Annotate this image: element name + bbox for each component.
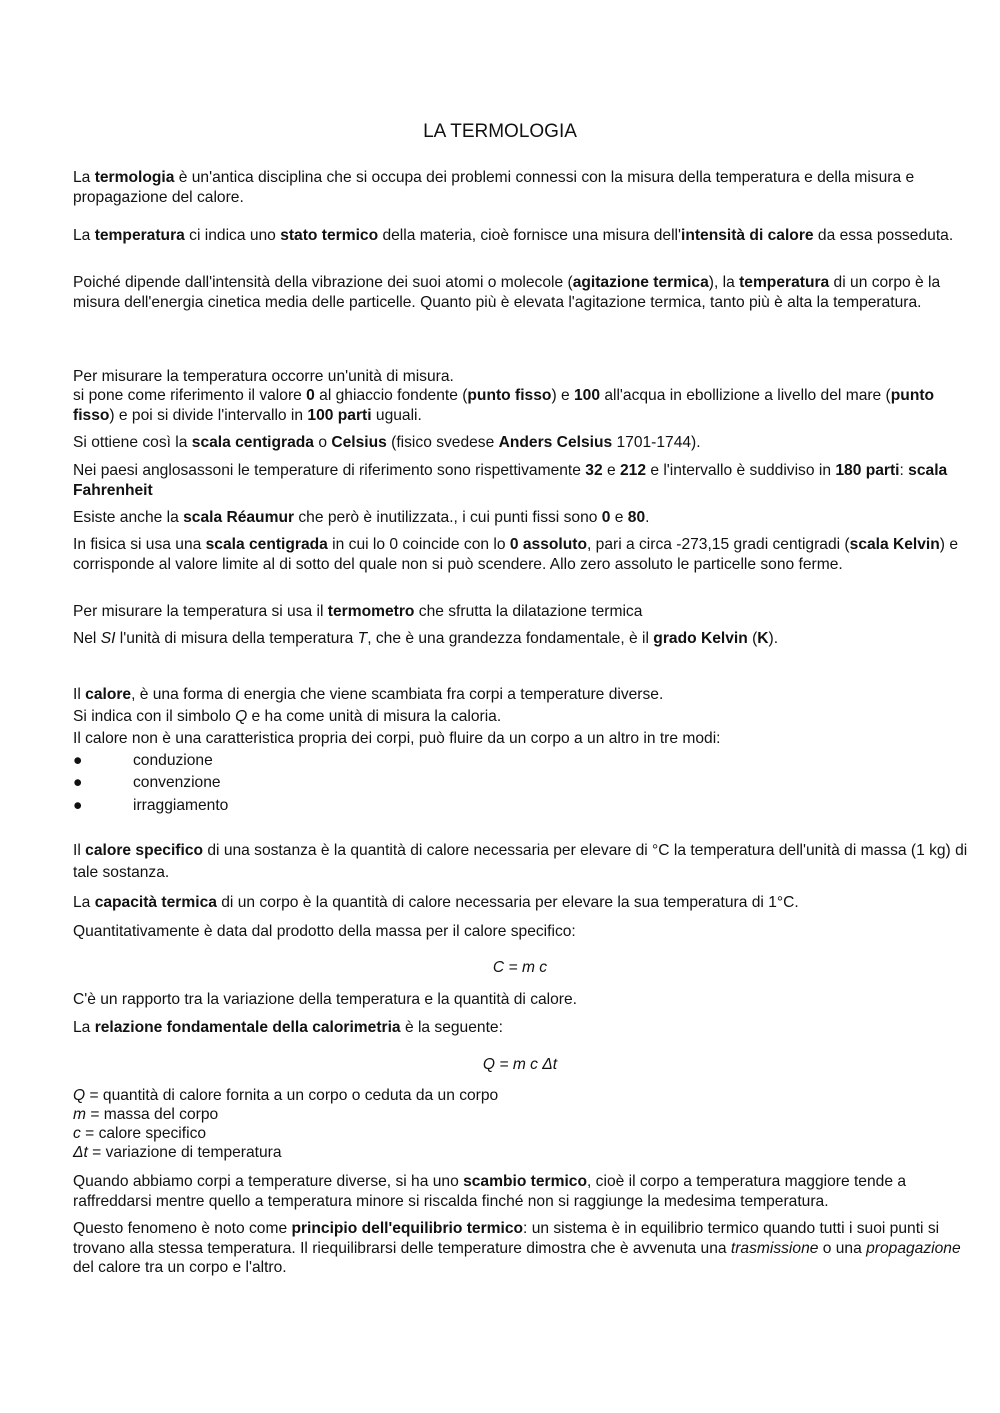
text-run: ( — [747, 630, 758, 647]
paragraph-unita-misura — [73, 367, 968, 387]
paragraph-rapporto — [73, 990, 968, 1010]
text-run: La — [73, 169, 95, 186]
italic-term: Q — [73, 1087, 86, 1104]
bold-term: relazione fondamentale della calorimetria — [94, 1019, 401, 1036]
bold-term: termologia — [94, 169, 175, 186]
text-run: Nel — [73, 630, 101, 647]
formula-calorimetry: Q = m c Δt — [482, 1056, 558, 1073]
text-run: = quantità di calore fornita a un corpo o ceduta da un corpo — [85, 1087, 499, 1104]
text-run: Esiste anche la — [73, 509, 184, 526]
list-item-label: irraggiamento — [133, 797, 229, 814]
bullet-icon: ● — [73, 752, 83, 769]
page-title: LA TERMOLOGIA — [423, 121, 577, 142]
paragraph-simbolo-q — [73, 707, 968, 727]
text-run: della materia, cioè fornisce una misura dell' — [378, 227, 681, 244]
text-run: di un corpo è la quantità di calore necessaria per elevare la sua temperatura di 1°C. — [216, 894, 799, 911]
text-run: e — [610, 509, 628, 526]
text-run: da essa posseduta. — [813, 227, 954, 244]
text-run: che però è inutilizzata., i cui punti fissi sono — [294, 509, 602, 526]
text-run: del calore tra un corpo e l'altro. — [73, 1259, 287, 1276]
bold-term: scala centigrada — [191, 434, 314, 451]
text-run: : — [899, 462, 909, 479]
paragraph-temperatura — [73, 226, 968, 246]
bold-term: 0 — [601, 509, 611, 526]
bold-term: 212 — [619, 462, 646, 479]
bold-term: calore — [85, 686, 132, 703]
text-run: Poiché dipende dall'intensità della vibrazione dei suoi atomi o molecole ( — [73, 274, 573, 291]
text-run: è la seguente: — [400, 1019, 503, 1036]
bold-term: intensità di calore — [680, 227, 814, 244]
text-run: ) e poi si divide l'intervallo in — [109, 406, 308, 424]
text-run: Per misurare la temperatura si usa il — [73, 603, 328, 620]
text-run: Il — [73, 842, 86, 859]
bold-term: calore specifico — [85, 842, 204, 859]
italic-term: propagazione — [866, 1239, 961, 1257]
text-run: e ha come unità di misura la caloria. — [247, 708, 502, 725]
text-run: Il — [73, 686, 86, 703]
text-run: = massa del corpo — [86, 1106, 219, 1123]
paragraph-kelvin — [73, 535, 968, 574]
formula-capacity: C = m c — [492, 959, 548, 976]
bold-term: scala centigrada — [205, 536, 328, 553]
text-run: La — [73, 894, 95, 911]
text-run: uguali. — [371, 406, 422, 424]
text-run: ) e corrisponde al valore limite al di sotto del quale non si può scendere. Allo zero assoluto le particelle sono ferme. — [73, 536, 958, 573]
bold-term: scala Kelvin — [849, 536, 940, 553]
list-item — [73, 773, 221, 793]
text-run: o — [313, 434, 332, 451]
bold-term: scala Fahrenheit — [73, 462, 948, 499]
italic-term: c — [73, 1125, 81, 1142]
bold-term: temperatura — [739, 274, 830, 291]
definition-delta-t — [73, 1143, 968, 1163]
bullet-icon: ● — [73, 774, 83, 791]
paragraph-quantitativamente — [73, 922, 968, 942]
paragraph-calore-specifico — [73, 840, 968, 884]
text-run: In fisica si usa una — [73, 536, 206, 553]
paragraph-scambio-termico — [73, 1172, 968, 1211]
italic-term: trasmissione — [730, 1239, 819, 1257]
bold-term: agitazione termica — [572, 274, 709, 291]
bold-term: 180 parti — [835, 462, 900, 479]
paragraph-relazione — [73, 1018, 968, 1038]
paragraph-agitazione — [73, 273, 968, 312]
bold-term: K — [757, 630, 769, 647]
bold-term: Celsius — [331, 434, 387, 451]
text-run: si pone come riferimento il valore — [73, 387, 307, 404]
italic-term: Δt — [73, 1144, 88, 1161]
bold-term: capacità termica — [94, 894, 217, 911]
definition-m — [73, 1105, 968, 1125]
text-run: ) e — [551, 387, 574, 404]
text-run: ), la — [708, 274, 740, 291]
italic-term: T — [357, 630, 368, 647]
text-run: e l'intervallo è suddiviso in — [646, 462, 836, 479]
text-run: in cui lo 0 coincide con lo — [327, 536, 510, 553]
text-run: Quantitativamente è data dal prodotto della massa per il calore specifico: — [73, 923, 576, 940]
text-run: è un'antica disciplina che si occupa dei problemi connessi con la misura della temperatura e della misura e propagazione del calore. — [73, 169, 915, 206]
paragraph-si-unit — [73, 629, 968, 649]
bold-term: 0 assoluto — [509, 536, 587, 553]
paragraph-equilibrio-termico — [73, 1219, 968, 1278]
bold-term: 100 — [573, 387, 600, 404]
bold-term: punto fisso — [73, 387, 935, 424]
text-run: (fisico svedese — [386, 434, 499, 451]
text-run: , è una forma di energia che viene scambiata fra corpi a temperature diverse. — [131, 686, 664, 703]
text-run: Per misurare la temperatura occorre un'unità di misura. — [73, 368, 454, 385]
paragraph-capacita-termica — [73, 893, 968, 913]
text-run: 1701-1744). — [612, 434, 701, 451]
text-run: di un corpo è la misura dell'energia cinetica media delle particelle. Quanto più è elevata l'agitazione termica, tanto più è alta la temperatura. — [73, 274, 941, 311]
list-item-label: convenzione — [133, 774, 221, 791]
paragraph-fahrenheit — [73, 461, 968, 500]
text-run: . — [645, 509, 650, 526]
paragraph-calore — [73, 685, 968, 705]
list-item — [73, 751, 213, 771]
bold-term: 32 — [585, 462, 603, 479]
paragraph-termometro — [73, 602, 968, 622]
paragraph-punti-fissi — [73, 386, 968, 425]
text-run: La — [73, 227, 95, 244]
text-run: Nei paesi anglosassoni le temperature di riferimento sono rispettivamente — [73, 462, 586, 479]
bold-term: grado Kelvin — [653, 630, 748, 647]
bold-term: scala Réaumur — [183, 509, 295, 526]
text-run: = variazione di temperatura — [87, 1144, 282, 1161]
italic-term: Q — [235, 708, 248, 725]
text-run: ci indica uno — [184, 227, 281, 244]
text-run: , cioè il corpo a temperatura maggiore tende a raffreddarsi mentre quello a temperatura minore si riscalda finché non si raggiunge la medesima temperatura. — [73, 1173, 907, 1210]
bold-term: Anders Celsius — [498, 434, 613, 451]
list-item — [73, 796, 228, 816]
paragraph-celsius — [73, 433, 968, 453]
paragraph-intro — [73, 168, 968, 207]
text-run: Quando abbiamo corpi a temperature diverse, si ha uno — [73, 1173, 464, 1190]
paragraph-reaumur — [73, 508, 968, 528]
bold-term: stato termico — [280, 227, 379, 244]
text-run: ). — [768, 630, 779, 647]
text-run: Si ottiene così la — [73, 434, 192, 451]
bold-term: 80 — [627, 509, 646, 526]
text-run: , che è una grandezza fondamentale, è il — [367, 630, 654, 647]
definition-q — [73, 1086, 968, 1106]
text-run: al ghiaccio fondente ( — [314, 387, 468, 404]
text-run: Il calore non è una caratteristica propria dei corpi, può fluire da un corpo a un altro in tre modi: — [73, 730, 721, 747]
text-run: , pari a circa -273,15 gradi centigradi ( — [587, 536, 850, 553]
bold-term: 0 — [306, 387, 315, 404]
text-run: l'unità di misura della temperatura — [115, 630, 358, 647]
paragraph-tre-modi — [73, 729, 968, 749]
text-run: : un sistema è in equilibrio termico quando tutti i suoi punti si trovano alla stessa temperatura. Il riequilibrarsi delle temperature dimostra che è avvenuta una — [73, 1220, 940, 1257]
italic-term: SI — [100, 630, 116, 647]
text-run: e — [602, 462, 620, 479]
text-run: di una sostanza è la quantità di calore necessaria per elevare di °C la temperatura dell'unità di massa (1 kg) di tale sostanza. — [73, 842, 968, 881]
bold-term: temperatura — [94, 227, 185, 244]
text-run: Questo fenomeno è noto come — [73, 1220, 292, 1237]
definition-c — [73, 1124, 968, 1144]
text-run: che sfrutta la dilatazione termica — [414, 603, 643, 620]
bold-term: termometro — [327, 603, 415, 620]
bold-term: 100 parti — [307, 406, 372, 424]
bold-term: punto fisso — [467, 387, 552, 404]
list-item-label: conduzione — [133, 752, 213, 769]
text-run: all'acqua in ebollizione a livello del mare ( — [600, 387, 891, 404]
bold-term: scambio termico — [463, 1173, 588, 1190]
text-run: C'è un rapporto tra la variazione della temperatura e la quantità di calore. — [73, 991, 578, 1008]
text-run: Si indica con il simbolo — [73, 708, 236, 725]
text-run: La — [73, 1019, 95, 1036]
bold-term: principio dell'equilibrio termico — [291, 1220, 524, 1237]
italic-term: m — [73, 1106, 86, 1123]
text-run: o una — [818, 1239, 867, 1257]
text-run: = calore specifico — [80, 1125, 207, 1142]
bullet-icon: ● — [73, 797, 83, 814]
